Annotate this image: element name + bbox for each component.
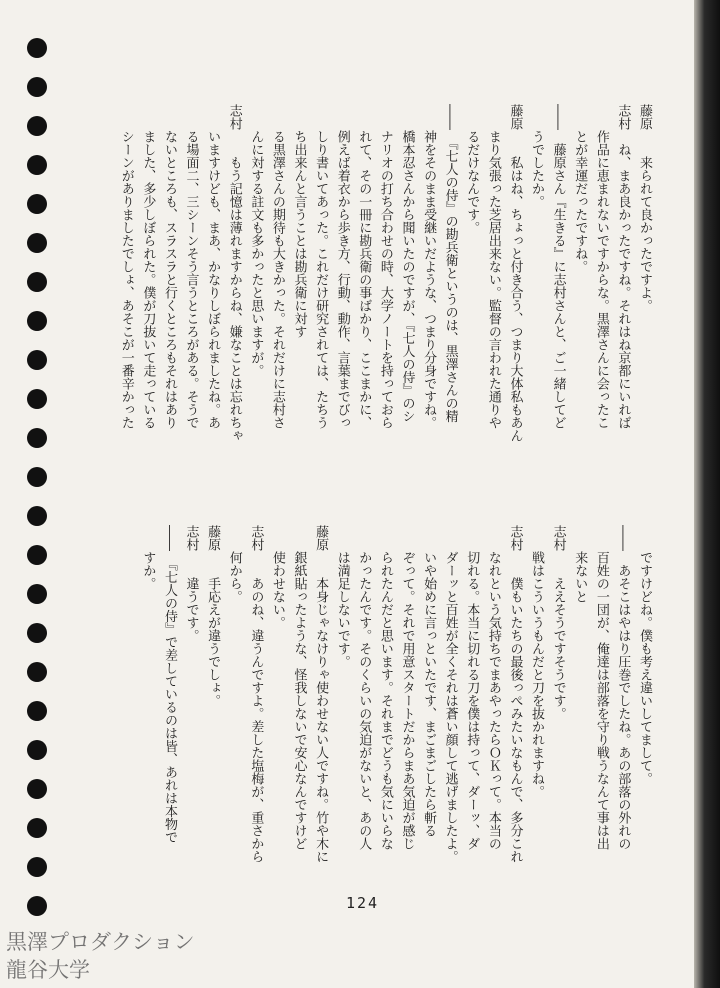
binder-hole <box>27 272 47 292</box>
binder-hole <box>27 545 47 565</box>
binder-hole <box>27 701 47 721</box>
binder-hole <box>27 623 47 643</box>
binder-hole <box>27 311 47 331</box>
binder-hole <box>27 896 47 916</box>
binder-hole <box>27 779 47 799</box>
page-number: 124 <box>346 894 380 912</box>
binder-hole <box>27 389 47 409</box>
binder-hole <box>27 350 47 370</box>
binder-hole <box>27 77 47 97</box>
interview-text-lower: ですけどね。僕も考え違いしてまして。 ―― あそこはやはり圧巻でしたね。あの部落の外れの 百姓の一団が、俺達は部落を守り戦うなんて事は出 来ないと 志村 ええそうですそうです。 戦はこういうもんだと刀を抜かれますね。 志村 僕もいたちの最後っぺみたいなもんで、多分これ なれという気持ちでまあやったらＯＫって。本当の 切れる。本当に切れる刀を僕は持って、ダーッ、ダ ダーッと百姓が全くそれは蒼い顔して逃げましたよ。 いや始めに言っといたです、まごまごしたら斬る ぞって。それで用意スタートだからまあ気迫が感じ られたんだと思います。それまでどうも気にいらな かったんです。そのくらいの気迫がないと、あの人 は満足しないです。 藤原 本身じゃなけりゃ使わせない人ですね。竹や木に 銀紙貼ったような、怪我しないで安心なんですけど 使わせない。 志村 あのね、違うんですよ。差した塩梅が、重さから 何から。 藤原 手応えが違うでしょ。 志村 違うです。 ―― 『七人の侍』で差しているのは皆、あれは本物で すか。 <box>140 525 652 863</box>
binder-hole <box>27 584 47 604</box>
binder-hole <box>27 194 47 214</box>
watermark-line-1: 黒澤プロダクション <box>6 930 195 954</box>
binder-hole <box>27 38 47 58</box>
binder-hole <box>27 116 47 136</box>
watermark-line-2: 龍谷大学 <box>6 958 90 982</box>
page-edge-shadow <box>694 0 720 988</box>
binder-hole <box>27 857 47 877</box>
watermark <box>6 928 195 984</box>
binder-hole <box>27 506 47 526</box>
binder-hole <box>27 662 47 682</box>
binder-hole <box>27 428 47 448</box>
binder-holes <box>27 38 49 938</box>
binder-hole <box>27 155 47 175</box>
binder-hole <box>27 740 47 760</box>
binder-hole <box>27 233 47 253</box>
interview-text-upper: 藤原 来られて良かったですよ。 志村 ね、まあ良かったですね。それはね京都にいれば 作品に恵まれないですからな。黒澤さんに会ったこ とが幸運だったですね。 ―― 藤原さん『生きる』に志村さんと、ご一緒してど うでしたか。 藤原 私はね、ちょっと付き合う、つまり大体私もあん まり気張った芝居出来ない。監督の言われた通りや るだけなんです。 ―― 『七人の侍』の勘兵衛というのは、黒澤さんの精 神をそのまま受継いだような、つまり分身ですね。 橋本忍さんから聞いたのですが、『七人の侍』のシ ナリオの打ち合わせの時、大学ノートを持っておら れて、その一冊に勘兵衛の事ばかり、ここまかに、 例えば着衣から歩き方、行動、動作、言葉までびっ しり書いてあった。これだけ研究されては、たちう ち出来んと言うことは勘兵衛に対す る黒澤さんの期待も大きかった。それだけに志村さ んに対する註文も多かったと思いますが。 志村 もう記憶は薄れますからね、嫌なことは忘れちゃ いますけども、まあ、かなりしぼられましたね。あ る場面二、三シーンそう言うところがある。そうで ないところも、スラスラと行くところもそれはあり ました、多少しぼられた。僕が刀抜いて走っている シーンがありましたでしょ、あそこが一番辛かった <box>118 104 652 442</box>
binder-hole <box>27 818 47 838</box>
binder-hole <box>27 467 47 487</box>
